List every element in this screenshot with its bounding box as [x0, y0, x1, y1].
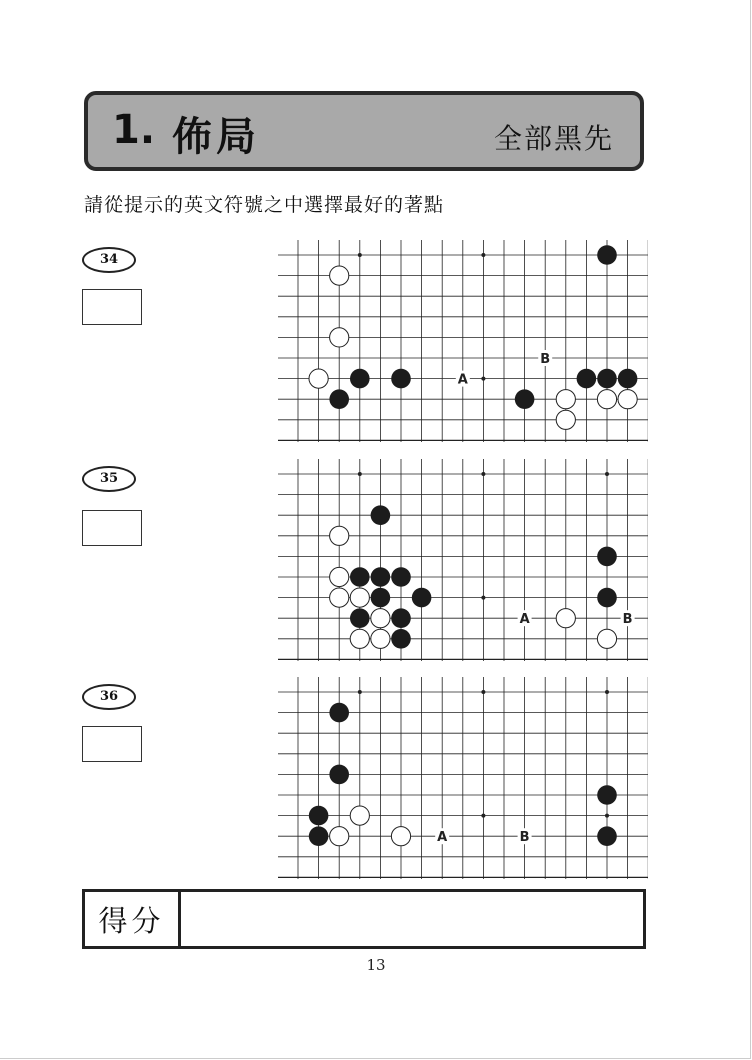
instruction-text: 請從提示的英文符號之中選擇最好的著點: [84, 194, 445, 216]
candidate-label: A: [457, 372, 468, 388]
chapter-banner: [84, 91, 644, 171]
black-stone: [412, 588, 432, 608]
black-stone: [371, 505, 391, 525]
black-stone: [597, 245, 617, 265]
black-stone: [391, 567, 411, 587]
white-stone: [597, 390, 616, 409]
white-stone: [350, 806, 369, 825]
white-stone: [330, 266, 349, 285]
black-stone: [350, 369, 370, 389]
white-stone: [597, 629, 616, 648]
black-stone: [329, 389, 349, 409]
chapter-number: 1.: [112, 107, 156, 153]
black-stone: [309, 826, 329, 846]
black-stone: [597, 785, 617, 805]
white-stone: [556, 390, 575, 409]
black-stone: [391, 369, 411, 389]
star-point: [358, 690, 362, 694]
white-stone: [330, 328, 349, 347]
go-board: [278, 677, 648, 879]
black-stone: [350, 608, 370, 628]
black-stone: [329, 703, 349, 723]
score-field[interactable]: [181, 892, 643, 946]
score-label: 得分: [85, 892, 181, 946]
white-stone: [350, 588, 369, 607]
candidate-label: B: [540, 352, 551, 367]
grid-lines: [278, 459, 648, 661]
white-stone: [556, 609, 575, 628]
white-stone: [556, 410, 575, 429]
white-stone: [330, 588, 349, 607]
white-stone: [330, 526, 349, 545]
problem-number-badge: 35: [82, 466, 136, 492]
black-stone: [597, 547, 617, 567]
chapter-subtitle: 全部黑先: [493, 122, 614, 155]
star-point: [481, 377, 485, 381]
star-point: [358, 253, 362, 257]
black-stone: [577, 369, 597, 389]
black-stone: [371, 567, 391, 587]
candidate-label: A: [437, 830, 448, 846]
black-stone: [597, 369, 617, 389]
problem-number-badge: 34: [82, 247, 136, 273]
chapter-title: 佈局: [172, 114, 260, 160]
star-point: [481, 596, 485, 600]
white-stone: [330, 827, 349, 846]
score-box: [82, 889, 646, 949]
black-stone: [309, 806, 329, 826]
candidate-label: B: [622, 612, 633, 628]
page-number: 13: [366, 956, 386, 974]
white-stone: [391, 827, 410, 846]
go-board: [278, 240, 648, 442]
candidate-label: B: [519, 830, 530, 846]
white-stone: [371, 629, 390, 648]
answer-box[interactable]: [82, 289, 142, 325]
black-stone: [329, 765, 349, 785]
star-point: [605, 690, 609, 694]
answer-box[interactable]: [82, 726, 142, 762]
go-board: [278, 459, 648, 661]
white-stone: [330, 567, 349, 586]
star-point: [481, 253, 485, 257]
black-stone: [391, 608, 411, 628]
black-stone: [371, 588, 391, 608]
star-point: [358, 472, 362, 476]
candidate-label: A: [519, 612, 530, 628]
black-stone: [515, 389, 535, 409]
white-stone: [309, 369, 328, 388]
black-stone: [618, 369, 638, 389]
black-stone: [597, 588, 617, 608]
star-point: [481, 472, 485, 476]
star-point: [605, 814, 609, 818]
black-stone: [391, 629, 411, 649]
white-stone: [371, 609, 390, 628]
answer-box[interactable]: [82, 510, 142, 546]
star-point: [481, 690, 485, 694]
black-stone: [597, 826, 617, 846]
black-stone: [350, 567, 370, 587]
white-stone: [618, 390, 637, 409]
star-point: [481, 814, 485, 818]
white-stone: [350, 629, 369, 648]
star-point: [605, 472, 609, 476]
problem-number-badge: 36: [82, 684, 136, 710]
